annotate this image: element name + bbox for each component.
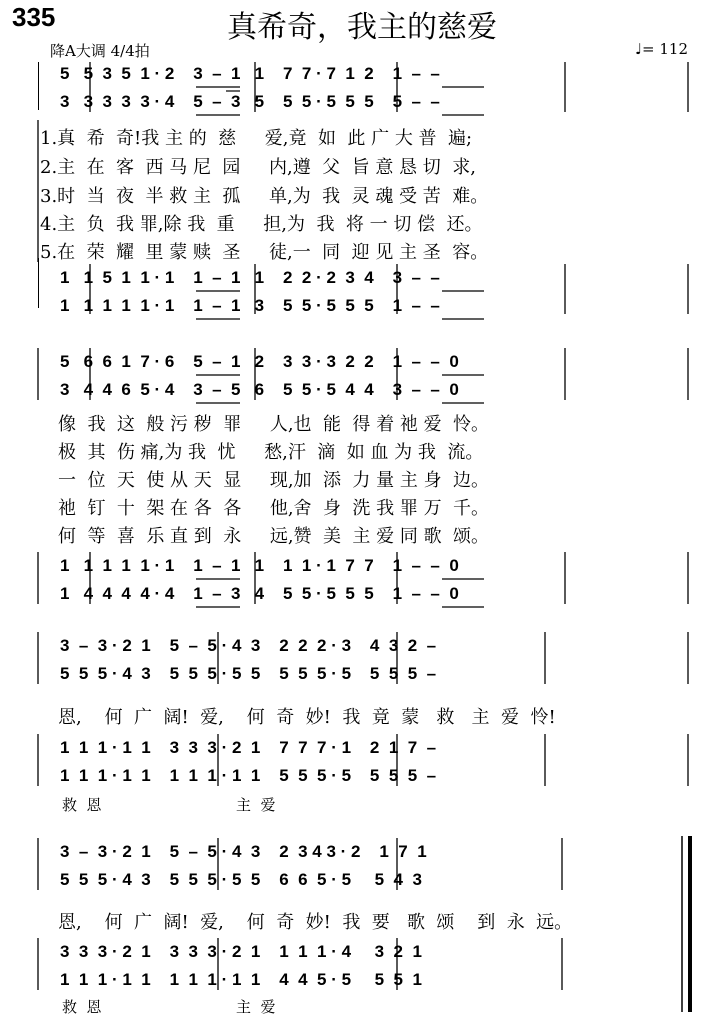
system-2-soprano-line: 5 6 6 1 7 · 6 5 – 1 2 3 3 · 3 2 2 1 – – 0 (60, 352, 459, 371)
system-4-tenor-line: 3 3 3 · 2 1 3 3 3 · 2 1 1 1 1 · 4 3 2 1 (60, 942, 422, 961)
system-2-verse-5: 何 等 喜 乐 直 到 永 远,赞 美 主 爱 同 歌 颂。 (58, 526, 490, 547)
system-1-bass-line: 1 1 1 1 1 · 1 1 – 1 3 5 5 · 5 5 5 1 – – (60, 296, 440, 315)
system-4-soprano-line: 3 – 3 · 2 1 5 – 5 · 4 3 2 3 4 3 · 2 1 7 1 (60, 842, 427, 861)
system-4-sub-lyric-right: 主 爱 (236, 998, 276, 1016)
system-1-alto-line: 3 3 3 3 3 · 4 5 – 3 5 5 5 · 5 5 5 5 – – (60, 92, 440, 111)
system-3-alto-line: 5 5 5 · 4 3 5 5 5 · 5 5 5 5 5 · 5 5 5 5 – (60, 664, 437, 683)
system-1-verse-1: 1.真 希 奇!我 主 的 慈 爱,竟 如 此 广 大 普 遍; (40, 128, 473, 149)
system-3-tenor-line: 1 1 1 · 1 1 3 3 3 · 2 1 7 7 7 · 1 2 1 7 – (60, 738, 437, 757)
system-4-bass-line: 1 1 1 · 1 1 1 1 1 · 1 1 4 4 5 · 5 5 5 1 (60, 970, 422, 989)
system-3-lyric: 恩, 何 广 阔! 爱, 何 奇 妙! 我 竟 蒙 救 主 爱 怜! (58, 707, 556, 728)
hymn-title: 真希奇，我主的慈爱 (227, 10, 497, 45)
key-signature-label: 降A大调 4/4拍 (50, 42, 150, 60)
system-2-verse-1: 像 我 这 般 污 秽 罪 人,也 能 得 着 祂 爱 怜。 (58, 414, 490, 435)
system-2-verse-4: 祂 钉 十 架 在 各 各 他,舍 身 洗 我 罪 万 千。 (58, 498, 490, 519)
system-1-verse-3: 3.时 当 夜 半 救 主 孤 单,为 我 灵 魂 受 苦 难。 (40, 186, 489, 207)
system-2-tenor-line: 1 1 1 1 1 · 1 1 – 1 1 1 1 · 1 7 7 1 – – 0 (60, 556, 459, 575)
hymn-number: 335 (12, 2, 56, 32)
system-3-bass-line: 1 1 1 · 1 1 1 1 1 · 1 1 5 5 5 · 5 5 5 5 – (60, 766, 437, 785)
system-1-verse-2: 2.主 在 客 西 马 尼 园 内,遵 父 旨 意 恳 切 求, (40, 157, 476, 178)
system-1-verse-5: 5.在 荣 耀 里 蒙 赎 圣 徒,一 同 迎 见 主 圣 容。 (40, 242, 489, 263)
system-2-bass-line: 1 4 4 4 4 · 4 1 – 3 4 5 5 · 5 5 5 1 – – 0 (60, 584, 459, 603)
system-2-verse-3: 一 位 天 使 从 天 显 现,加 添 力 量 主 身 边。 (58, 470, 490, 491)
system-3-sub-lyric-right: 主 爱 (236, 796, 276, 814)
system-1-verse-4: 4.主 负 我 罪,除 我 重 担,为 我 将 一 切 偿 还。 (40, 214, 483, 235)
system-2-alto-line: 3 4 4 6 5 · 4 3 – 5 6 5 5 · 5 4 4 3 – – 0 (60, 380, 459, 399)
tempo-marking: ♩= 112 (634, 40, 688, 58)
system-4-sub-lyric-left: 救 恩 (62, 998, 102, 1016)
system-4-lyric: 恩, 何 广 阔! 爱, 何 奇 妙! 我 要 歌 颂 到 永 远。 (58, 912, 573, 933)
system-2-verse-2: 极 其 伤 痛,为 我 忧 愁,汗 滴 如 血 为 我 流。 (58, 442, 484, 463)
system-3-soprano-line: 3 – 3 · 2 1 5 – 5 · 4 3 2 2 2 · 3 4 3 2 – (60, 636, 437, 655)
system-3-sub-lyric-left: 救 恩 (62, 796, 102, 814)
system-1-soprano-line: 5 5 3 5 1 · 2 3 – 1 1 7 7 · 7 1 2 1 – – (60, 64, 440, 83)
system-1-tenor-line: 1 1 5 1 1 · 1 1 – 1 1 2 2 · 2 3 4 3 – – (60, 268, 440, 287)
system-4-alto-line: 5 5 5 · 4 3 5 5 5 · 5 5 6 6 5 · 5 5 4 3 (60, 870, 422, 889)
